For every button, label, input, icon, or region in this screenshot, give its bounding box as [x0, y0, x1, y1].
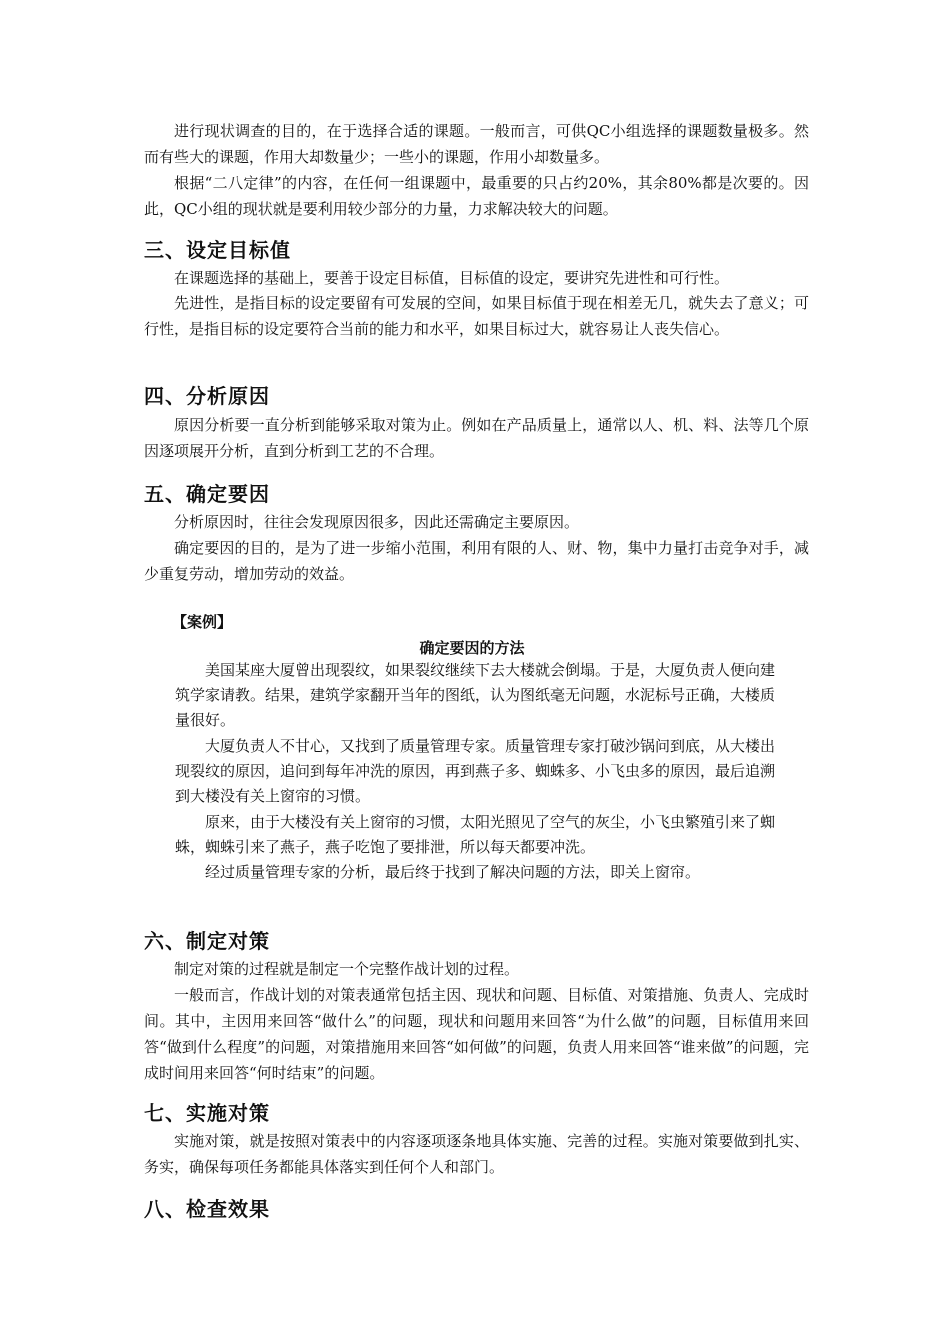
section-3-heading: 三、设定目标值: [144, 238, 291, 262]
intro-paragraph-1: 进行现状调查的目的，在于选择合适的课题。一般而言，可供QC小组选择的课题数量极多。然而有些大的课题，作用大却数量少；一些小的课题，作用小却数量多。: [144, 122, 809, 166]
section-4-heading: 四、分析原因: [144, 384, 270, 408]
case-paragraph-3: 原来，由于大楼没有关上窗帘的习惯，太阳光照见了空气的灰尘，小飞虫繁殖引来了蜘蛛，蜘蛛引来了燕子，燕子吃饱了要排泄，所以每天都要冲洗。: [175, 813, 776, 856]
case-paragraph-4: 经过质量管理专家的分析，最后终于找到了解决问题的方法，即关上窗帘。: [205, 863, 701, 881]
intro-paragraph-2: 根据“二八定律”的内容，在任何一组课题中，最重要的只占约20%，其余80%都是次要的。因此，QC小组的现状就是要利用较少部分的力量，力求解决较大的问题。: [144, 174, 809, 218]
case-label: 【案例】: [172, 613, 233, 631]
section-3-paragraph-1: 在课题选择的基础上，要善于设定目标值，目标值的设定，要讲究先进性和可行性。: [174, 269, 730, 287]
section-8-heading: 八、检查效果: [144, 1197, 270, 1221]
section-3-paragraph-2: 先进性，是指目标的设定要留有可发展的空间，如果目标值于现在相差无几，就失去了意义；可行性，是指目标的设定要符合当前的能力和水平，如果目标过大，就容易让人丧失信心。: [144, 294, 809, 338]
case-paragraph-2: 大厦负责人不甘心，又找到了质量管理专家。质量管理专家打破沙锅问到底，从大楼出现裂纹的原因，追问到每年冲洗的原因，再到燕子多、蜘蛛多、小飞虫多的原因，最后追溯到大楼没有关上窗帘的习惯。: [175, 737, 776, 805]
section-6-paragraph-2: 一般而言，作战计划的对策表通常包括主因、现状和问题、目标值、对策措施、负责人、完成时间。其中，主因用来回答“做什么”的问题，现状和问题用来回答“为什么做”的问题，目标值用来回答“做到什么程度”的问题，对策措施用来回答“如何做”的问题，负责人用来回答“谁来做”的问题，完成时间用来回答“何时结束”的问题。: [144, 986, 809, 1082]
section-5-heading: 五、确定要因: [144, 482, 270, 506]
section-6-paragraph-1: 制定对策的过程就是制定一个完整作战计划的过程。: [174, 960, 520, 978]
section-7-heading: 七、实施对策: [144, 1101, 270, 1125]
case-paragraph-1: 美国某座大厦曾出现裂纹，如果裂纹继续下去大楼就会倒塌。于是，大厦负责人便向建筑学家请教。结果，建筑学家翻开当年的图纸，认为图纸毫无问题，水泥标号正确，大楼质量很好。: [175, 661, 776, 729]
case-title: 确定要因的方法: [419, 639, 525, 657]
section-4-paragraph-1: 原因分析要一直分析到能够采取对策为止。例如在产品质量上，通常以人、机、料、法等几个原因逐项展开分析，直到分析到工艺的不合理。: [144, 416, 809, 460]
section-7-paragraph-1: 实施对策，就是按照对策表中的内容逐项逐条地具体实施、完善的过程。实施对策要做到扎实、务实，确保每项任务都能具体落实到任何个人和部门。: [144, 1132, 809, 1176]
section-6-heading: 六、制定对策: [144, 929, 270, 953]
section-5-paragraph-1: 分析原因时，往往会发现原因很多，因此还需确定主要原因。: [174, 513, 580, 531]
section-5-paragraph-2: 确定要因的目的，是为了进一步缩小范围，利用有限的人、财、物，集中力量打击竞争对手，减少重复劳动，增加劳动的效益。: [144, 539, 809, 583]
